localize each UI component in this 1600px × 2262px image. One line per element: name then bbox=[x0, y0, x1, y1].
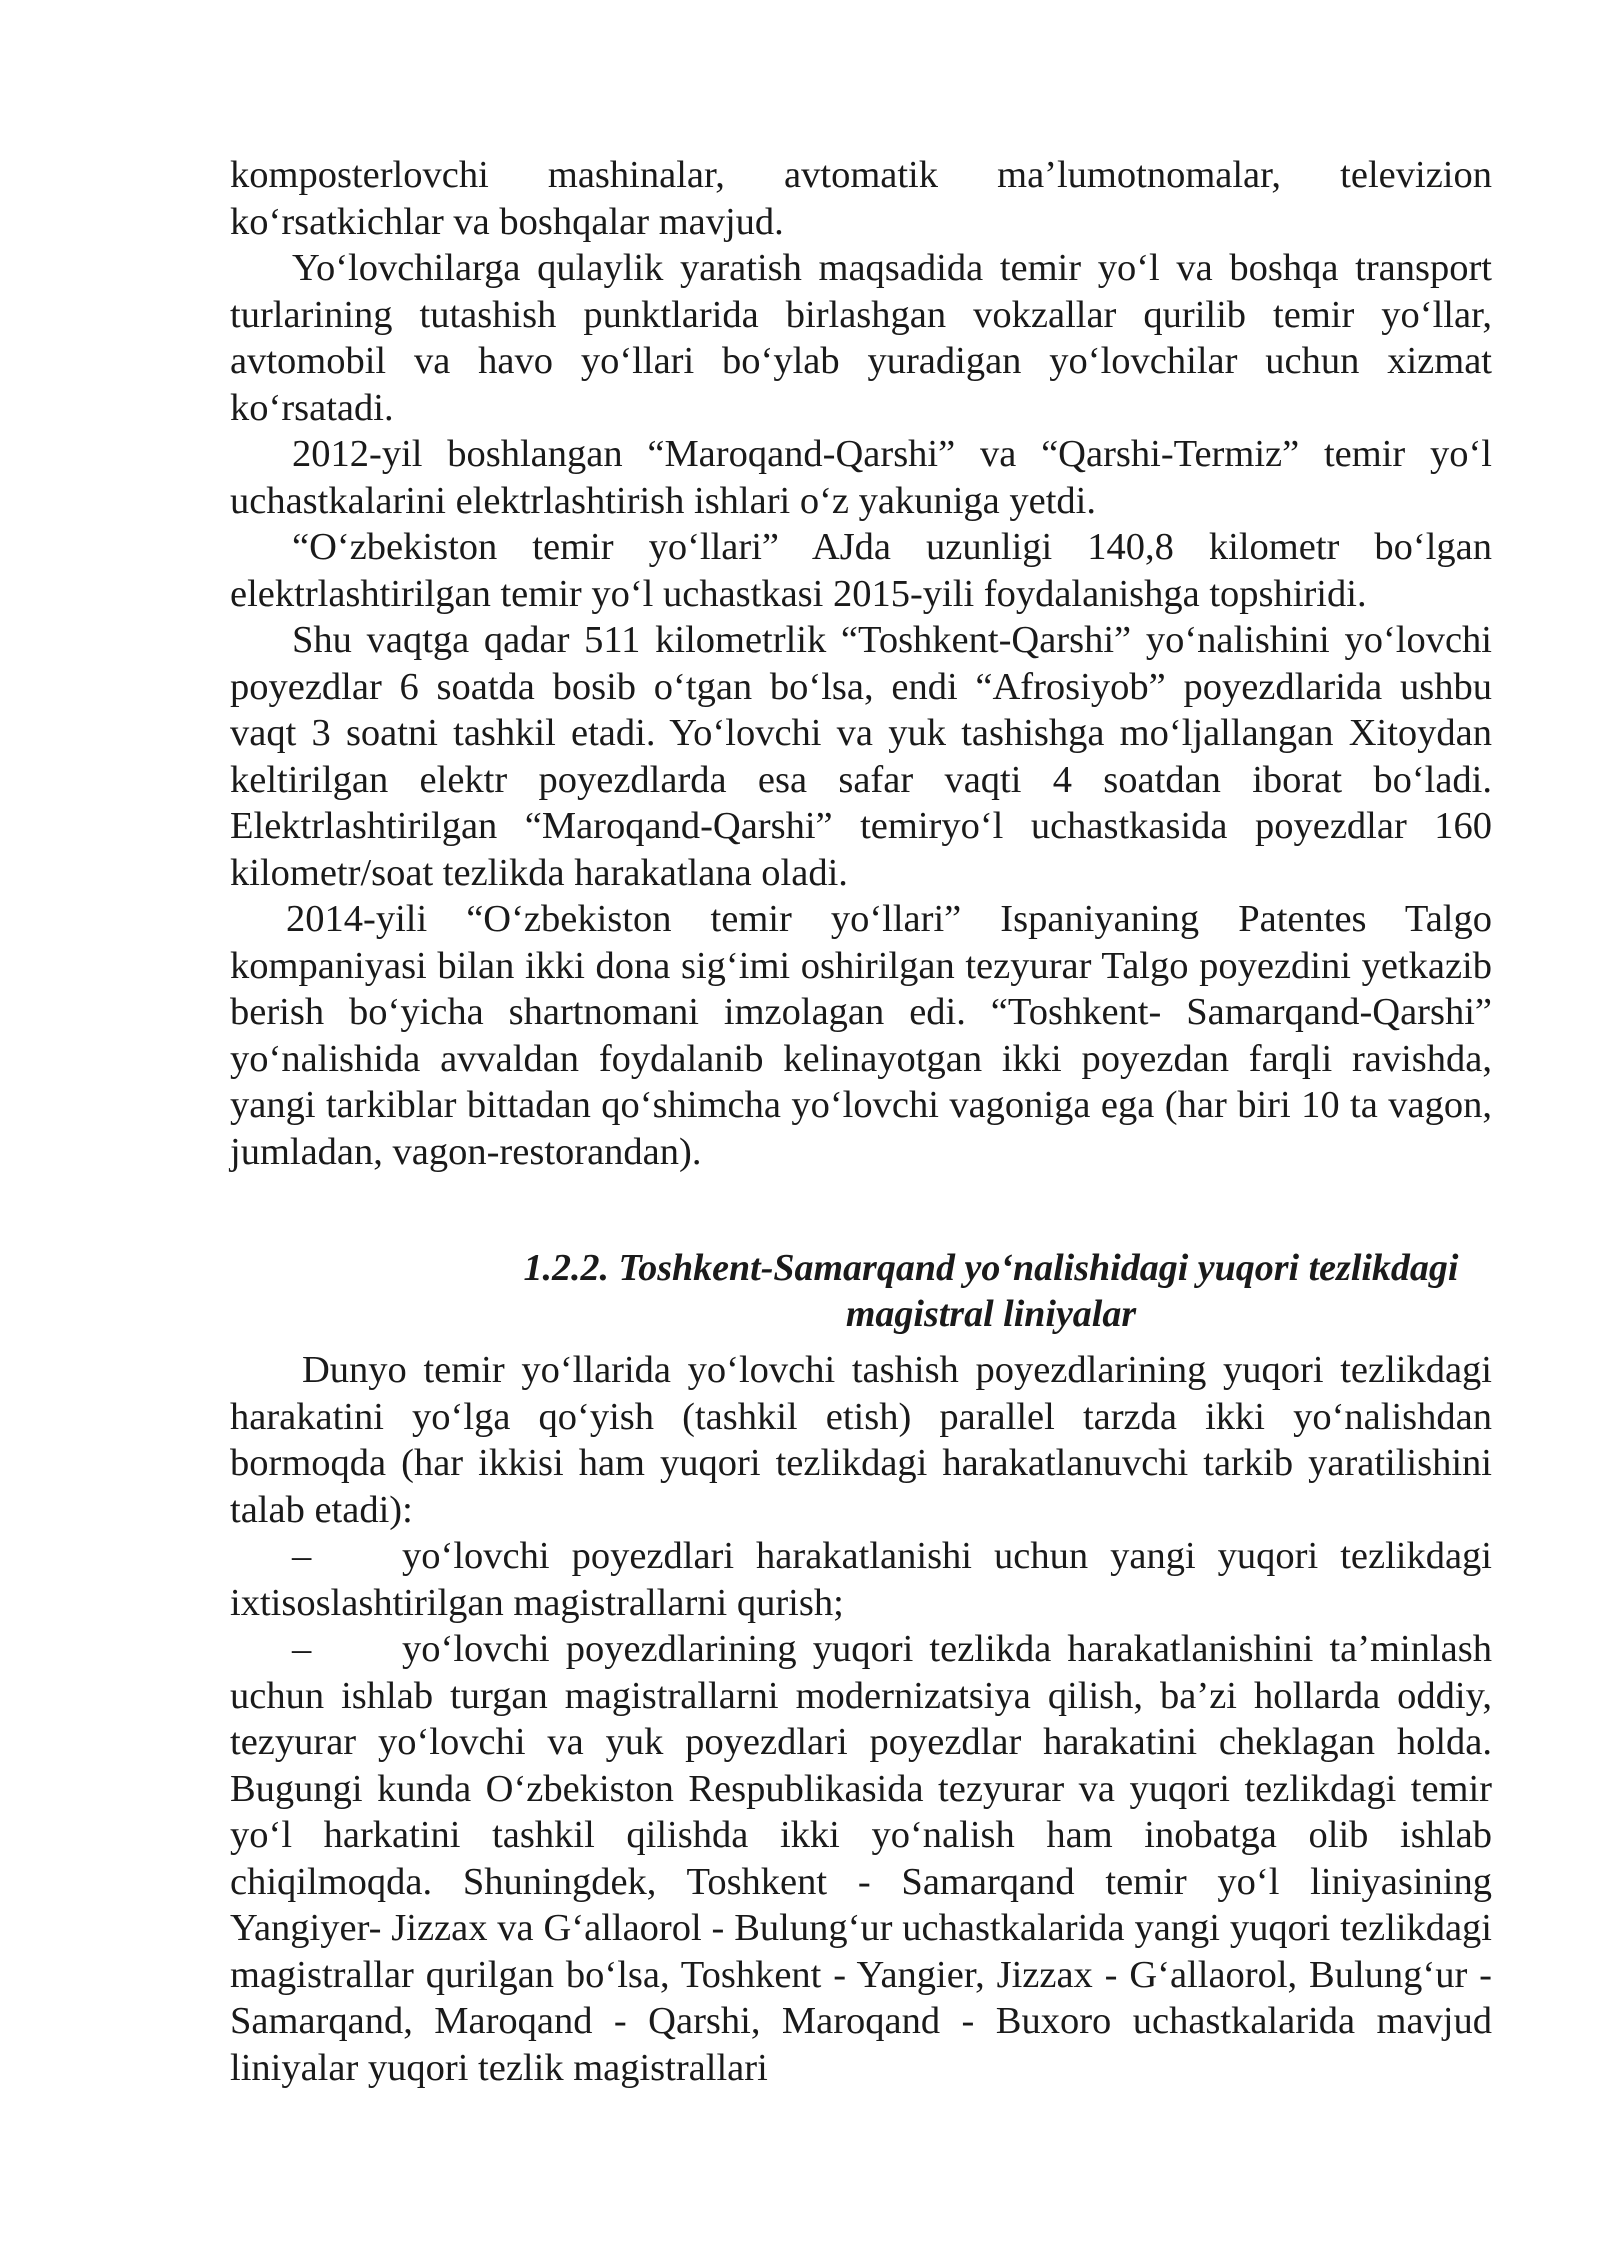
section-heading-line1: 1.2.2. Toshkent-Samarqand yo‘nalishidagi yuqori tezlikdagi bbox=[523, 1247, 1459, 1289]
document-page bbox=[230, 152, 1492, 2091]
paragraph-travel-time: Shu vaqtga qadar 511 kilometrlik “Toshkent-Qarshi” yo‘nalishini yo‘lovchi poyezdlar 6 soatda bosib o‘tgan bo‘lsa, endi “Afrosiyob” poyezdlarida ushbu vaqt 3 soatni tashkil etadi. Yo‘lovchi va yuk tashishga mo‘ljallangan Xitoydan keltirilgan elektr poyezdlarda esa safar vaqti 4 soatdan iborat bo‘ladi. Elektrlashtirilgan “Maroqand-Qarshi” temiryo‘l uchastkasida poyezdlar 160 kilometr/soat tezlikda harakatlana oladi. bbox=[230, 619, 1492, 894]
section-heading-line2: magistral liniyalar bbox=[845, 1293, 1137, 1335]
dash-marker: – bbox=[292, 1535, 312, 1577]
paragraph-electrification-2012: 2012-yil boshlangan “Maroqand-Qarshi” va “Qarshi-Termiz” temir yo‘l uchastkalarini elektrlashtirish ishlari o‘z yakuniga yetdi. bbox=[230, 433, 1492, 522]
list-item bbox=[230, 1533, 1492, 1626]
paragraph-section-intro: Dunyo temir yo‘llarida yo‘lovchi tashish poyezdlarining yuqori tezlikdagi harakatini yo‘lga qo‘yish (tashkil etish) parallel tarzda ikki yo‘nalishdan bormoqda (har ikkisi ham yuqori tezlikdagi harakatlanuvchi tarkib yaratilishini talab etadi): bbox=[230, 1349, 1492, 1531]
list-item-text: yo‘lovchi poyezdlari harakatlanishi uchun yangi yuqori tezlikdagi ixtisoslashtirilgan magistrallarni qurish; bbox=[230, 1535, 1492, 1624]
paragraph-electrified-section: “O‘zbekiston temir yo‘llari” AJda uzunligi 140,8 kilometr bo‘lgan elektrlashtirilgan temir yo‘l uchastkasi 2015-yili foydalanishga topshiridi. bbox=[230, 526, 1492, 615]
dash-marker: – bbox=[292, 1628, 312, 1670]
list-item bbox=[230, 1626, 1492, 2091]
list-item-text: yo‘lovchi poyezdlarining yuqori tezlikda harakatlanishini ta’minlash uchun ishlab turgan magistrallarni modernizatsiya qilish, ba’zi hollarda oddiy, tezyurar yo‘lovchi va yuk poyezdlari poyezdlar harakatini cheklagan holda. Bugungi kunda O‘zbekiston Respublikasida tezyurar va yuqori tezlikdagi temir yo‘l harkatini tashkil qilishda ikki yo‘nalish ham inobatga olib ishlab chiqilmoqda. Shuningdek, Toshkent - Samarqand temir yo‘l liniyasining Yangiyer- Jizzax va G‘allaorol - Bulung‘ur uchastkalarida yangi yuqori tezlikdagi magistrallar qurilgan bo‘lsa, Toshkent - Yangier, Jizzax - G‘allaorol, Bulung‘ur - Samarqand, Maroqand - Qarshi, Maroqand - Buxoro uchastkalarida mavjud liniyalar yuqori tezlik magistrallari bbox=[230, 1628, 1492, 2089]
section-heading bbox=[230, 1245, 1492, 1337]
paragraph-talgo-contract: 2014-yili “O‘zbekiston temir yo‘llari” Ispaniyaning Patentes Talgo kompaniyasi bilan ikki dona sig‘imi oshirilgan tezyurar Talgo poyezdini yetkazib berish bo‘yicha shartnomani imzolagan edi. “Toshkent- Samarqand-Qarshi” yo‘nalishida avvaldan foydalanib kelinayotgan ikki poyezdan farqli ravishda, yangi tarkiblar bittadan qo‘shimcha yo‘lovchi vagoniga ega (har biri 10 ta vagon, jumladan, vagon-restorandan). bbox=[230, 898, 1492, 1173]
paragraph-stations: Yo‘lovchilarga qulaylik yaratish maqsadida temir yo‘l va boshqa transport turlarining tutashish punktlarida birlashgan vokzallar qurilib temir yo‘llar, avtomobil va havo yo‘llari bo‘ylab yuradigan yo‘lovchilar uchun xizmat ko‘rsatadi. bbox=[230, 247, 1492, 429]
paragraph-continuation: komposterlovchi mashinalar, avtomatik ma’lumotnomalar, televizion ko‘rsatkichlar va boshqalar mavjud. bbox=[230, 154, 1492, 243]
